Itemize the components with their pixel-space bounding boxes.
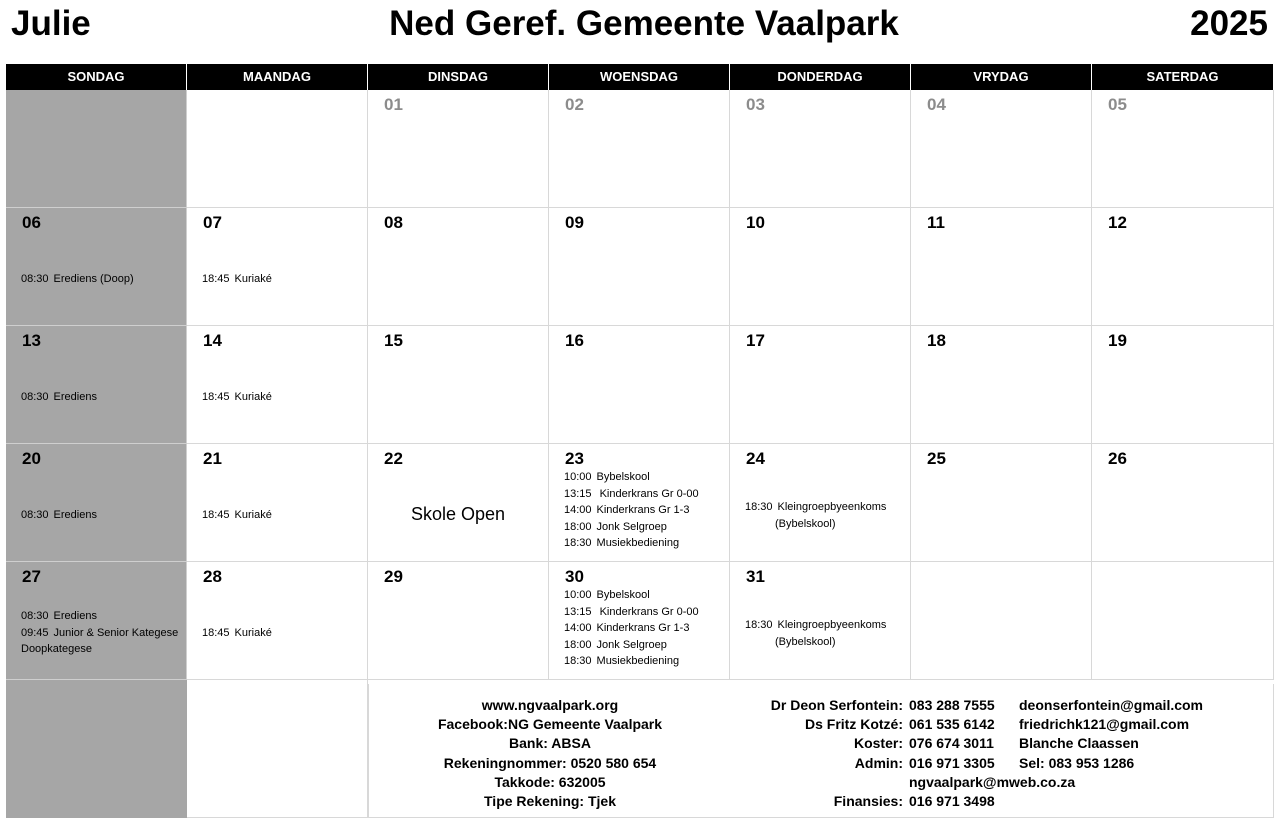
event-item bbox=[564, 502, 689, 519]
event-text: (Bybelskool) bbox=[775, 517, 836, 530]
event-item bbox=[745, 634, 836, 651]
event-time: 18:00 bbox=[564, 638, 592, 651]
event-time: 14:00 bbox=[564, 504, 592, 516]
day-number: 18 bbox=[927, 331, 946, 350]
contact-label: Admin: bbox=[854, 754, 903, 771]
event-item bbox=[202, 625, 272, 642]
day-cell[interactable] bbox=[1092, 444, 1274, 562]
day-cell[interactable] bbox=[730, 326, 911, 444]
day-cell[interactable] bbox=[187, 208, 368, 326]
day-number: 10 bbox=[746, 213, 765, 232]
event-item bbox=[564, 486, 699, 503]
church-info-line: www.ngvaalpark.org bbox=[481, 697, 619, 713]
contact-label: Dr Deon Serfontein: bbox=[770, 697, 903, 713]
day-number: 26 bbox=[1108, 449, 1127, 468]
event-time: 10:00 bbox=[564, 471, 592, 483]
day-number: 03 bbox=[746, 95, 765, 114]
event-time: 18:30 bbox=[564, 655, 592, 667]
event-item bbox=[21, 507, 97, 524]
day-number: 06 bbox=[22, 213, 41, 232]
day-number: 31 bbox=[746, 567, 765, 586]
day-cell[interactable] bbox=[368, 90, 549, 208]
day-cell[interactable] bbox=[549, 326, 730, 444]
church-info-line: Takkode: 632005 bbox=[494, 773, 606, 790]
event-item bbox=[564, 653, 679, 670]
event-item bbox=[202, 389, 272, 406]
contact-label bbox=[709, 773, 909, 792]
event-text: Kleingroepbyeenkoms bbox=[777, 619, 887, 631]
event-text: Musiekbediening bbox=[596, 655, 680, 667]
day-number: 25 bbox=[927, 449, 946, 468]
event-time: 14:00 bbox=[564, 622, 592, 634]
contact-label: Ds Fritz Kotzé: bbox=[805, 716, 903, 733]
event-text: Kinderkrans Gr 1-3 bbox=[596, 622, 690, 634]
contact-phone: 061 535 6142 bbox=[909, 716, 995, 733]
day-cell[interactable] bbox=[368, 208, 549, 326]
day-cell[interactable] bbox=[1092, 208, 1274, 326]
contact-extra: Sel: 083 953 1286 bbox=[1019, 754, 1135, 771]
contact-list bbox=[709, 696, 1203, 811]
day-number: 21 bbox=[203, 449, 222, 468]
year-title: 2025 bbox=[1190, 4, 1268, 43]
day-number: 12 bbox=[1108, 213, 1127, 232]
event-text: Doopkategese bbox=[21, 643, 92, 655]
contact-phone: 016 971 3498 bbox=[909, 792, 995, 809]
event-item bbox=[21, 389, 97, 406]
contact-extra: Blanche Claassen bbox=[1019, 735, 1139, 752]
event-time: 13:15 bbox=[564, 487, 592, 500]
event-text: Jonk Selgroep bbox=[596, 520, 667, 533]
day-number: 17 bbox=[746, 331, 765, 350]
day-cell[interactable] bbox=[911, 326, 1092, 444]
event-item bbox=[564, 469, 650, 486]
contact-row bbox=[709, 734, 1203, 753]
event-time: 18:30 bbox=[564, 537, 592, 549]
event-text: Junior & Senior Kategese bbox=[53, 626, 179, 639]
event-time: 18:45 bbox=[202, 509, 230, 521]
event-time: 08:30 bbox=[21, 273, 49, 285]
weekday-header-saterdag: SATERDAG bbox=[1092, 64, 1274, 90]
day-cell[interactable] bbox=[187, 90, 368, 208]
calendar-grid bbox=[6, 64, 1274, 818]
day-cell[interactable] bbox=[911, 444, 1092, 562]
day-cell[interactable] bbox=[6, 90, 187, 208]
day-cell[interactable] bbox=[911, 208, 1092, 326]
weekday-header-donderdag: DONDERDAG bbox=[730, 64, 911, 90]
contact-phone: ngvaalpark@mweb.co.za bbox=[909, 773, 1076, 790]
event-item bbox=[745, 516, 836, 533]
church-info-line: Tipe Rekening: Tjek bbox=[484, 793, 616, 810]
contact-label: Koster: bbox=[853, 735, 903, 752]
day-number: 09 bbox=[565, 213, 584, 232]
day-cell[interactable] bbox=[6, 562, 187, 680]
event-time: 09:45 bbox=[21, 626, 49, 639]
event-time: 08:30 bbox=[21, 391, 49, 403]
contact-row bbox=[709, 754, 1203, 773]
footer-sunday-cell bbox=[6, 680, 187, 818]
day-cell[interactable] bbox=[549, 444, 730, 562]
day-cell[interactable] bbox=[368, 444, 549, 562]
church-info bbox=[369, 696, 731, 811]
day-cell[interactable] bbox=[187, 562, 368, 680]
day-number: 16 bbox=[565, 331, 584, 350]
day-number: 07 bbox=[203, 213, 222, 232]
contact-phone: 076 674 3011 bbox=[909, 735, 994, 752]
day-number: 04 bbox=[927, 95, 946, 114]
church-info-line: Facebook:NG Gemeente Vaalpark bbox=[437, 716, 663, 733]
event-item bbox=[564, 604, 699, 621]
day-number: 29 bbox=[384, 567, 403, 586]
event-text: Bybelskool bbox=[596, 589, 650, 601]
day-cell[interactable] bbox=[368, 562, 549, 680]
event-item bbox=[202, 271, 272, 288]
footer-info-box bbox=[368, 684, 1274, 818]
day-number: 14 bbox=[203, 331, 222, 350]
event-item bbox=[21, 641, 92, 658]
contact-phone: 016 971 3305 bbox=[909, 754, 995, 771]
day-cell[interactable] bbox=[911, 562, 1092, 680]
day-number: 08 bbox=[384, 213, 403, 232]
event-text: Musiekbediening bbox=[596, 537, 680, 549]
day-number: 20 bbox=[22, 449, 41, 468]
day-cell[interactable] bbox=[730, 444, 911, 562]
event-text: Kuriaké bbox=[234, 627, 272, 639]
day-number: 30 bbox=[565, 567, 584, 586]
event-text: Kinderkrans Gr 1-3 bbox=[596, 504, 690, 516]
event-time: 18:00 bbox=[564, 520, 592, 533]
event-item bbox=[745, 617, 886, 634]
day-cell[interactable] bbox=[6, 208, 187, 326]
event-text: Erediens (Doop) bbox=[53, 273, 134, 285]
weekday-header-dinsdag: DINSDAG bbox=[368, 64, 549, 90]
contact-label: Finansies: bbox=[833, 792, 903, 809]
event-text: Kuriaké bbox=[234, 273, 272, 285]
event-text: Jonk Selgroep bbox=[596, 638, 667, 651]
day-cell[interactable] bbox=[6, 444, 187, 562]
event-time: 08:30 bbox=[21, 610, 49, 622]
footer-empty-cell bbox=[187, 680, 368, 818]
church-info-line: Bank: ABSA bbox=[509, 735, 591, 752]
event-text: Kuriaké bbox=[234, 509, 272, 521]
day-cell[interactable] bbox=[6, 326, 187, 444]
event-item bbox=[745, 499, 886, 516]
event-time: 08:30 bbox=[21, 509, 49, 521]
event-time: 18:45 bbox=[202, 627, 230, 639]
contact-extra: deonserfontein@gmail.com bbox=[1019, 697, 1204, 713]
day-number: 27 bbox=[22, 567, 41, 586]
event-time: 18:30 bbox=[745, 619, 773, 631]
event-text: Kuriaké bbox=[234, 391, 272, 403]
day-number: 02 bbox=[565, 95, 584, 114]
event-item bbox=[21, 271, 134, 288]
day-number: 13 bbox=[22, 331, 41, 350]
weekday-header-woensdag: WOENSDAG bbox=[549, 64, 730, 90]
day-cell[interactable] bbox=[730, 562, 911, 680]
day-cell[interactable] bbox=[187, 326, 368, 444]
event-time: 18:45 bbox=[202, 273, 230, 285]
event-item bbox=[564, 535, 679, 552]
event-text: Kinderkrans Gr 0-00 bbox=[596, 487, 699, 500]
event-item bbox=[21, 625, 178, 642]
event-text: (Bybelskool) bbox=[775, 635, 836, 648]
event-item bbox=[21, 608, 97, 625]
event-item bbox=[202, 507, 272, 524]
event-text: Bybelskool bbox=[596, 471, 650, 483]
day-cell[interactable] bbox=[368, 326, 549, 444]
event-time: 18:45 bbox=[202, 391, 230, 403]
day-number: 05 bbox=[1108, 95, 1127, 114]
event-time: 10:00 bbox=[564, 589, 592, 601]
church-info-line: Rekeningnommer: 0520 580 654 bbox=[443, 754, 657, 771]
weekday-header-sondag: SONDAG bbox=[6, 64, 187, 90]
contact-extra: friedrichk121@gmail.com bbox=[1019, 716, 1190, 733]
day-number: 28 bbox=[203, 567, 222, 586]
day-number: 15 bbox=[384, 331, 403, 350]
day-cell[interactable] bbox=[1092, 90, 1274, 208]
event-text: Erediens bbox=[53, 509, 97, 521]
day-cell[interactable] bbox=[911, 90, 1092, 208]
event-text: Kleingroepbyeenkoms bbox=[777, 501, 887, 513]
contact-row bbox=[709, 773, 1203, 792]
month-title: Julie bbox=[11, 4, 91, 43]
day-number: 23 bbox=[565, 449, 584, 468]
day-cell[interactable] bbox=[549, 90, 730, 208]
day-cell[interactable] bbox=[187, 444, 368, 562]
event-time: 13:15 bbox=[564, 605, 592, 618]
contact-row bbox=[709, 715, 1203, 734]
day-cell[interactable] bbox=[549, 208, 730, 326]
event-item bbox=[564, 637, 667, 654]
event-item bbox=[564, 620, 689, 637]
day-cell[interactable] bbox=[549, 562, 730, 680]
event-text: Erediens bbox=[53, 391, 97, 403]
day-number: 01 bbox=[384, 95, 403, 114]
weekday-header-vrydag: VRYDAG bbox=[911, 64, 1092, 90]
day-number: 24 bbox=[746, 449, 765, 468]
contact-row bbox=[709, 792, 1203, 811]
day-cell[interactable] bbox=[730, 90, 911, 208]
event-text: Erediens bbox=[53, 610, 97, 622]
day-note: Skole Open bbox=[410, 504, 506, 524]
event-item bbox=[564, 519, 667, 536]
day-cell[interactable] bbox=[730, 208, 911, 326]
page-title: Ned Geref. Gemeente Vaalpark bbox=[389, 4, 899, 43]
day-cell[interactable] bbox=[1092, 326, 1274, 444]
day-cell[interactable] bbox=[1092, 562, 1274, 680]
contact-row bbox=[709, 696, 1203, 715]
day-number: 19 bbox=[1108, 331, 1127, 350]
weekday-header-maandag: MAANDAG bbox=[187, 64, 368, 90]
event-item bbox=[564, 587, 650, 604]
event-time: 18:30 bbox=[745, 501, 773, 513]
event-text: Kinderkrans Gr 0-00 bbox=[596, 605, 699, 618]
contact-phone: 083 288 7555 bbox=[909, 697, 995, 713]
day-number: 22 bbox=[384, 449, 403, 468]
day-number: 11 bbox=[927, 213, 945, 232]
